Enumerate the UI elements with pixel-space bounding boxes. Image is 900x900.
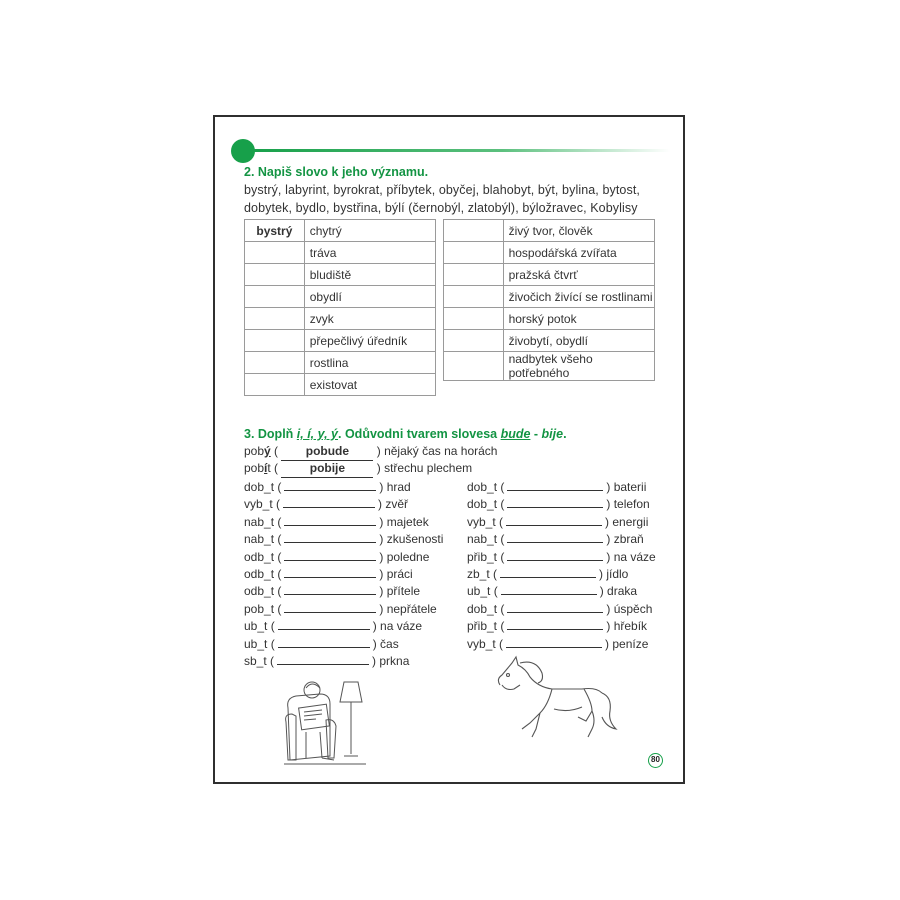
- answer-cell[interactable]: [444, 330, 504, 352]
- right-table-row: [444, 330, 655, 352]
- item-word: vyb_t (: [467, 636, 504, 651]
- answer-blank[interactable]: [284, 548, 376, 561]
- exercise-item: [244, 600, 437, 617]
- horse-illustration: [492, 655, 620, 755]
- answer-cell[interactable]: [444, 242, 504, 264]
- item-context: ) hřebík: [606, 619, 648, 634]
- example-1: [244, 443, 497, 460]
- page-number-badge: 80: [648, 753, 663, 768]
- item-context: ) na váze: [606, 549, 656, 564]
- answer-blank[interactable]: [507, 617, 603, 630]
- example-1-rest: ) nějaký čas na horách: [376, 444, 498, 458]
- example-2-rest: ) střechu plechem: [376, 461, 473, 475]
- exercise-item: [244, 565, 413, 582]
- answer-blank[interactable]: [284, 513, 376, 526]
- left-table-row: [245, 242, 436, 264]
- exercise-item: [467, 600, 652, 617]
- right-table-row: [444, 286, 655, 308]
- item-context: ) majetek: [379, 514, 429, 529]
- exercise-item: [244, 652, 409, 669]
- left-table-row: [245, 374, 436, 396]
- answer-cell[interactable]: [444, 264, 504, 286]
- right-table-row: [444, 264, 655, 286]
- meaning-cell: živočich živící se rostlinami: [503, 286, 654, 308]
- item-context: ) zvěř: [378, 497, 409, 512]
- answer-blank[interactable]: [507, 548, 603, 561]
- item-word: ub_t (: [244, 636, 275, 651]
- left-table-row: [245, 352, 436, 374]
- item-word: odb_t (: [244, 567, 282, 581]
- section-rule: [250, 149, 670, 152]
- item-context: ) poledne: [379, 549, 430, 564]
- meaning-cell: živobytí, obydlí: [503, 330, 654, 352]
- answer-cell[interactable]: [245, 330, 305, 352]
- answer-cell[interactable]: [444, 308, 504, 330]
- man-reading-illustration: [282, 668, 368, 768]
- word-list-line-2: dobytek, bydlo, bystřina, býlí (černobýl, zlatobýl), býložravec, Kobylisy: [244, 201, 638, 215]
- answer-cell[interactable]: [444, 220, 504, 242]
- item-word: dob_t (: [244, 480, 282, 494]
- item-word: nab_t (: [244, 532, 282, 547]
- example-2-suffix: t: [267, 461, 271, 475]
- exercise-item: [467, 478, 646, 495]
- item-word: nab_t (: [244, 514, 282, 529]
- heading-dash: -: [530, 427, 542, 441]
- item-context: ) přítele: [379, 584, 421, 599]
- example-2-letter: í: [264, 461, 268, 475]
- heading-prefix: 3. Doplň: [244, 427, 297, 441]
- heading-verb-bije: bije: [541, 427, 564, 441]
- item-context: ) draka: [599, 584, 638, 599]
- exercise-item: [244, 495, 408, 512]
- item-context: ) zbraň: [606, 532, 644, 547]
- item-word: přib_t (: [467, 619, 505, 634]
- word-list-line-1: bystrý, labyrint, byrokrat, příbytek, obyčej, blahobyt, být, bylina, bytost,: [244, 183, 640, 197]
- item-word: nab_t (: [467, 532, 505, 547]
- meaning-cell: živý tvor, člověk: [503, 220, 654, 242]
- left-table-row: [245, 286, 436, 308]
- exercise-item: [244, 530, 443, 547]
- answer-blank[interactable]: [506, 513, 602, 526]
- answer-cell[interactable]: [245, 374, 305, 396]
- meaning-cell: zvyk: [304, 308, 435, 330]
- answer-blank[interactable]: [507, 478, 603, 491]
- answer-cell[interactable]: bystrý: [245, 220, 305, 242]
- item-context: ) práci: [379, 567, 413, 581]
- exercise-3-heading: [244, 427, 567, 441]
- item-word: vyb_t (: [244, 497, 281, 512]
- right-table-row: [444, 352, 655, 381]
- right-table-row: [444, 308, 655, 330]
- right-table: [443, 219, 655, 381]
- meaning-cell: hospodářská zvířata: [503, 242, 654, 264]
- example-2-open: (: [270, 461, 279, 475]
- exercise-item: [467, 635, 648, 652]
- exercise-item: [244, 548, 429, 565]
- example-1-letter: ý: [264, 444, 271, 458]
- example-2-answer: pobije: [281, 460, 373, 478]
- exercise-item: [467, 495, 650, 512]
- answer-blank[interactable]: [507, 600, 603, 613]
- answer-cell[interactable]: [245, 264, 305, 286]
- item-context: ) baterii: [606, 480, 647, 494]
- left-table: [244, 219, 436, 396]
- meaning-cell: přepečlivý úředník: [304, 330, 435, 352]
- answer-blank[interactable]: [284, 600, 376, 613]
- right-table-row: [444, 242, 655, 264]
- left-table-row: [245, 330, 436, 352]
- heading-mid: . Odůvodni tvarem slovesa: [338, 427, 501, 441]
- item-word: přib_t (: [467, 549, 505, 564]
- exercise-item: [467, 530, 644, 547]
- answer-blank[interactable]: [500, 565, 596, 578]
- meaning-cell: obydlí: [304, 286, 435, 308]
- example-2-prefix: pob: [244, 461, 265, 475]
- item-context: ) hrad: [379, 480, 411, 494]
- item-word: ub_t (: [467, 584, 498, 599]
- answer-blank[interactable]: [284, 582, 376, 595]
- item-word: vyb_t (: [467, 514, 504, 529]
- exercise-item: [467, 617, 647, 634]
- answer-cell[interactable]: [245, 242, 305, 264]
- left-table-row: [245, 220, 436, 242]
- answer-blank[interactable]: [284, 530, 376, 543]
- answer-cell[interactable]: [444, 352, 504, 381]
- item-context: ) na váze: [372, 619, 423, 634]
- meaning-cell: tráva: [304, 242, 435, 264]
- exercise-item: [244, 478, 411, 495]
- answer-blank[interactable]: [284, 565, 376, 578]
- item-word: dob_t (: [467, 480, 505, 494]
- right-table-row: [444, 220, 655, 242]
- meaning-cell: nadbytek všeho potřebného: [503, 352, 654, 381]
- left-table-row: [245, 264, 436, 286]
- answer-blank[interactable]: [506, 635, 602, 648]
- item-context: ) úspěch: [606, 601, 653, 616]
- example-1-open: (: [270, 444, 279, 458]
- exercise-item: [244, 635, 399, 652]
- exercise-item: [467, 582, 637, 599]
- item-context: ) nepřátele: [379, 601, 437, 616]
- item-word: pob_t (: [244, 601, 282, 616]
- item-context: ) peníze: [605, 636, 649, 651]
- item-context: ) prkna: [372, 654, 410, 668]
- meaning-cell: pražská čtvrť: [503, 264, 654, 286]
- answer-blank[interactable]: [283, 495, 375, 508]
- exercise-item: [467, 513, 648, 530]
- exercise-item: [244, 513, 429, 530]
- item-word: odb_t (: [244, 584, 282, 599]
- answer-blank[interactable]: [501, 582, 597, 595]
- answer-blank[interactable]: [507, 495, 603, 508]
- answer-blank[interactable]: [278, 617, 370, 630]
- item-word: odb_t (: [244, 549, 282, 564]
- item-context: ) čas: [372, 636, 399, 651]
- example-1-prefix: pob: [244, 444, 265, 458]
- exercise-2-heading: 2. Napiš slovo k jeho významu.: [244, 165, 429, 179]
- exercise-item: [244, 582, 420, 599]
- heading-letters: i, í, y, ý: [296, 427, 339, 441]
- meaning-cell: existovat: [304, 374, 435, 396]
- answer-blank[interactable]: [277, 652, 369, 665]
- item-context: ) energii: [605, 514, 649, 529]
- example-1-answer: pobude: [281, 443, 373, 461]
- item-word: dob_t (: [467, 497, 505, 512]
- meaning-cell: chytrý: [304, 220, 435, 242]
- answer-blank[interactable]: [284, 478, 376, 491]
- item-word: dob_t (: [467, 601, 505, 616]
- item-word: zb_t (: [467, 567, 498, 581]
- example-2: [244, 460, 472, 477]
- answer-blank[interactable]: [278, 635, 370, 648]
- answer-blank[interactable]: [507, 530, 603, 543]
- answer-cell[interactable]: [245, 286, 305, 308]
- item-word: ub_t (: [244, 619, 275, 634]
- item-context: ) jídlo: [599, 567, 629, 581]
- heading-verb-bude: bude: [500, 427, 531, 441]
- exercise-item: [467, 565, 628, 582]
- item-context: ) telefon: [606, 497, 650, 512]
- answer-cell[interactable]: [245, 352, 305, 374]
- heading-end: .: [563, 427, 567, 441]
- left-table-row: [245, 308, 436, 330]
- item-context: ) zkušenosti: [379, 532, 444, 547]
- exercise-item: [467, 548, 656, 565]
- item-word: sb_t (: [244, 654, 275, 668]
- meaning-cell: bludiště: [304, 264, 435, 286]
- meaning-cell: horský potok: [503, 308, 654, 330]
- answer-cell[interactable]: [245, 308, 305, 330]
- exercise-item: [244, 617, 422, 634]
- meaning-cell: rostlina: [304, 352, 435, 374]
- answer-cell[interactable]: [444, 286, 504, 308]
